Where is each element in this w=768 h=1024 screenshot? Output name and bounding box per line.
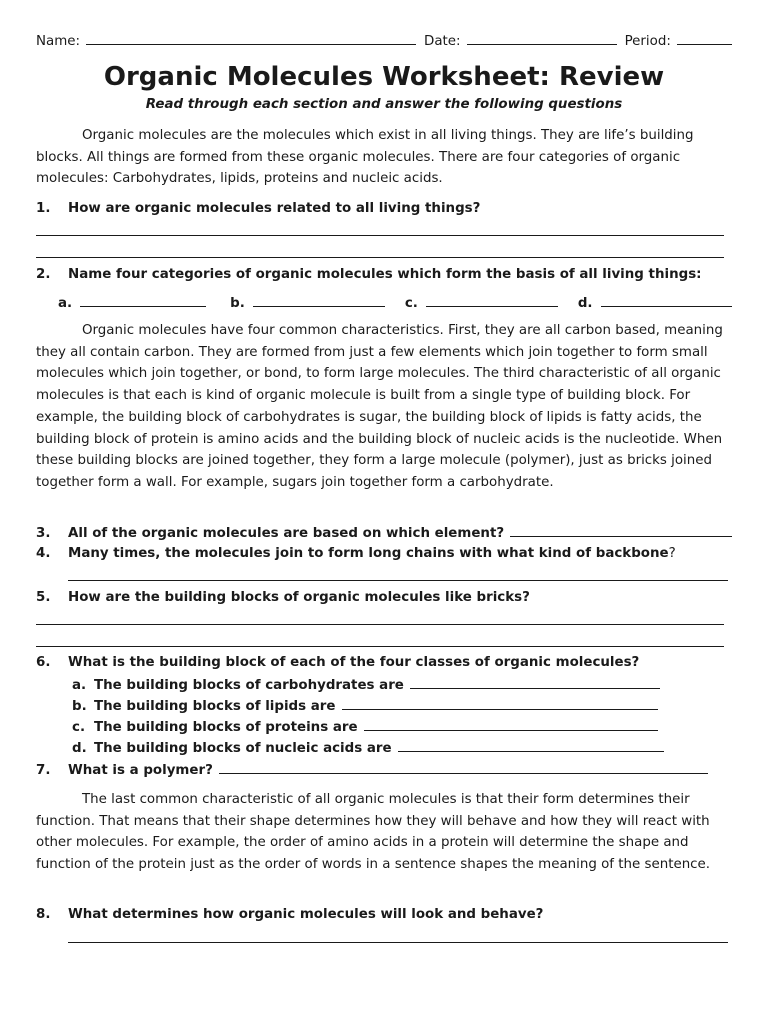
date-field[interactable] [467, 32, 617, 45]
question-text: How are organic molecules related to all living things? [68, 201, 481, 216]
sub-label: b. [72, 699, 87, 714]
answer-line[interactable] [36, 646, 724, 647]
question-text: What determines how organic molecules will look and behave? [68, 907, 544, 922]
answer-line[interactable] [36, 624, 724, 625]
question-end: ? [668, 546, 676, 561]
characteristics-paragraph [36, 320, 730, 494]
option-b-label: b. [230, 296, 245, 311]
period-field[interactable] [677, 32, 732, 45]
name-label: Name: [36, 34, 81, 49]
question-number: 7. [36, 763, 51, 778]
question-6 [36, 654, 732, 672]
date-label: Date: [424, 34, 461, 49]
question-6d [72, 739, 664, 758]
option-d-field[interactable] [601, 294, 732, 307]
answer-line[interactable] [36, 235, 724, 236]
period-label: Period: [624, 34, 671, 49]
question-7 [36, 761, 708, 780]
answer-line[interactable] [68, 942, 728, 943]
question-5 [36, 589, 732, 607]
intro-text: Organic molecules are the molecules which exist in all living things. They are life’s building blocks. All things are formed from these organic molecules. There are four categories of organic molecules: Carbohydrates, lipids, proteins and nucleic acids. [36, 128, 694, 187]
question-1 [36, 200, 732, 218]
form-function-text: The last common characteristic of all organic molecules is that their form determines their function. That means that their shape determines how they will behave and how they will react with other molecules. For example, the order of amino acids in a protein will determine the shape and function of the protein just as the order of words in a sentence shapes the meaning of the sentence. [36, 792, 711, 873]
characteristics-text: Organic molecules have four common characteristics. First, they are all carbon based, meaning they all contain carbon. They are formed from just a few elements which join together to form small molecules which join together, or bond, to form large molecules. The third characteristic of all organic molecules is that each is kind of organic molecule is built from a single type of building block. For example, the building block of carbohydrates is sugar, the building block of lipids is fatty acids, the building block of protein is amino acids and the building block of nucleic acids is the nucleotide. When these building blocks are joined together, they form a large molecule (polymer), just as bricks joined together form a wall. For example, sugars join together form a carbohydrate. [36, 323, 723, 490]
question-2-options [58, 294, 732, 313]
question-text: What is a polymer? [68, 763, 213, 778]
option-a-field[interactable] [80, 294, 206, 307]
option-b-field[interactable] [253, 294, 385, 307]
name-field[interactable] [86, 32, 416, 45]
sub-text: The building blocks of nucleic acids are [94, 741, 392, 756]
answer-field[interactable] [219, 761, 708, 774]
question-number: 5. [36, 590, 51, 605]
page-subtitle: Read through each section and answer the following questions [145, 97, 623, 112]
sub-label: d. [72, 741, 87, 756]
question-4 [36, 545, 732, 563]
sub-text: The building blocks of carbohydrates are [94, 678, 404, 693]
sub-label: c. [72, 720, 86, 735]
question-number: 8. [36, 907, 51, 922]
answer-line[interactable] [36, 257, 724, 258]
sub-text: The building blocks of proteins are [94, 720, 358, 735]
question-text: All of the organic molecules are based on which element? [68, 526, 505, 541]
option-c-label: c. [404, 296, 418, 311]
question-8 [36, 906, 732, 924]
option-c-field[interactable] [426, 294, 558, 307]
answer-field[interactable] [342, 697, 659, 710]
question-number: 1. [36, 201, 51, 216]
question-6b [72, 697, 658, 716]
question-2 [36, 266, 732, 284]
question-text: What is the building block of each of the four classes of organic molecules? [68, 655, 640, 670]
page-title: Organic Molecules Worksheet: Review [103, 62, 665, 92]
sub-label: a. [72, 678, 87, 693]
question-3 [36, 524, 732, 543]
sub-text: The building blocks of lipids are [94, 699, 336, 714]
question-text: How are the building blocks of organic molecules like bricks? [68, 590, 530, 605]
question-text: Many times, the molecules join to form long chains with what kind of backbone [68, 546, 669, 561]
answer-field[interactable] [410, 676, 660, 689]
header-row [36, 32, 732, 51]
question-6c [72, 718, 658, 737]
option-d-label: d. [577, 296, 593, 311]
intro-paragraph [36, 125, 730, 190]
form-function-paragraph [36, 789, 730, 876]
question-text: Name four categories of organic molecules which form the basis of all living things: [68, 267, 702, 282]
question-number: 4. [36, 546, 51, 561]
question-6a [72, 676, 660, 695]
question-number: 2. [36, 267, 51, 282]
question-number: 3. [36, 526, 51, 541]
answer-field[interactable] [510, 524, 732, 537]
question-number: 6. [36, 655, 51, 670]
answer-field[interactable] [364, 718, 658, 731]
answer-line[interactable] [68, 580, 728, 581]
answer-field[interactable] [398, 739, 664, 752]
option-a-label: a. [58, 296, 73, 311]
